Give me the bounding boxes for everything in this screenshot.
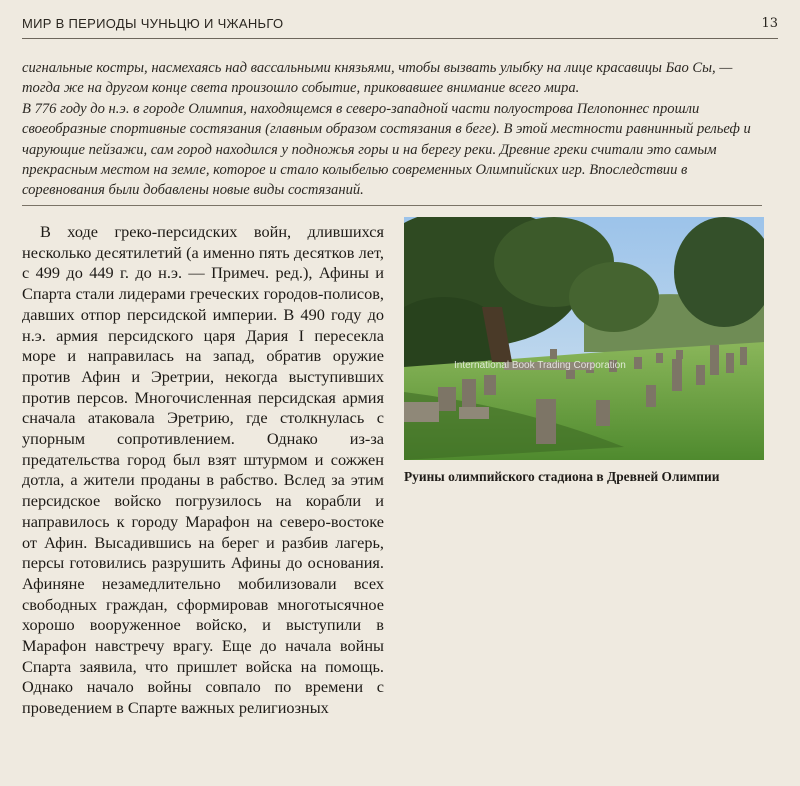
- sidebar-rule: [22, 205, 762, 206]
- stadium-photo: [404, 217, 764, 460]
- page-header: [22, 10, 778, 40]
- body-paragraph: В ходе греко-персидских войн, длившихся несколько десятилетий (а именно пять десятков лет, с 499 до 449 г. до н.э. — Примеч. ред.), Афины и Спарта стали лидерами греческих городов-полисов, давших отпор персидской империи. В 490 году до н.э. армия персидского царя Дария I пересекла море и направилась на запад, обратив оружие против Афин и Эретрии, некогда выступивших против персов. Многочисленная персидская армия сначала атаковала Эретрию, где столкнулась с упорным сопротивлением. Однако из-за предательства город был взят штурмом и сожжен дотла, а жители проданы в рабство. Вслед за этим персидское войско погрузилось на корабли и направилось к городу Марафон на северо-востоке от Афин. Высадившись на берег и разбив лагерь, персы готовились разрушить Афины до основания. Афиняне незамедлительно мобилизовали всех свободных граждан, сформировав многотысячное хорошо вооруженное войско, и выступили в Марафон навстречу врагу. Еще до начала войны Спарта заявила, что пришлет войска на помощь. Однако начало войны совпало по времени с проведением в Спарте важных религиозных: [22, 222, 384, 718]
- stadium-photo-drawing: [404, 217, 764, 460]
- running-title: МИР В ПЕРИОДЫ ЧУНЬЦЮ И ЧЖАНЬГО: [22, 16, 284, 31]
- main-column: [22, 222, 384, 719]
- sidebar-paragraph: сигнальные костры, насмехаясь над вассальными князьями, чтобы вызвать улыбку на лице красавицы Бао Сы, — тогда же на другом конце света произошло событие, приковавшее внимание всего мира.: [22, 60, 733, 97]
- header-rule: [22, 38, 778, 39]
- sidebar-box: [22, 58, 762, 201]
- sidebar-paragraph: В 776 году до н.э. в городе Олимпия, находящемся в северо-западной части полуострова Пелопоннес прошли своеобразные спортивные состязания (главным образом состязания в беге). В этой местности равнинный рельеф и чарующие пейзажи, сам город находился у подножья горы и на берегу реки. Древние греки считали это самым прекрасным местом на земле, которое и стало колыбелью современных Олимпийских игр. Впоследствии в соревнования были добавлены новые виды состязаний.: [22, 100, 751, 199]
- figure-caption: Руины олимпийского стадиона в Древней Олимпии: [404, 469, 720, 484]
- watermark-text: International Book Trading Corporation: [454, 360, 626, 371]
- page-number: 13: [761, 16, 778, 31]
